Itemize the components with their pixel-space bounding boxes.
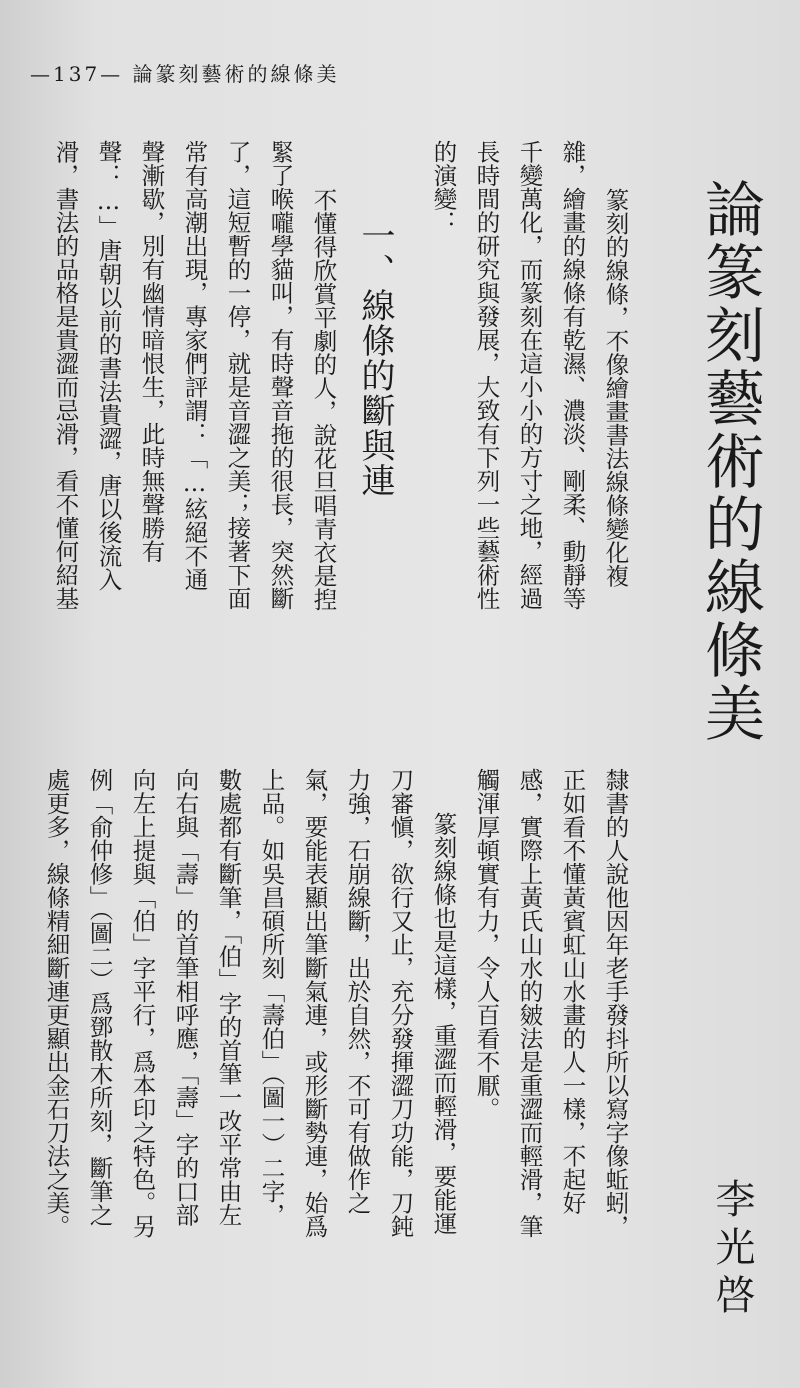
text-column: 緊了喉嚨學貓叫，有時聲音拖的很長，突然斷 <box>266 140 295 610</box>
text-column: 聲：…」唐朝以前的書法貴澀，唐以後流入 <box>94 140 123 591</box>
article-title: 論篆刻藝術的線條美 <box>695 178 765 745</box>
text-column: 了，這短暫的一停，就是音澀之美；接著下面 <box>223 140 252 610</box>
text-column: 上品。如吳昌碩所刻「壽伯」（圖一）二字， <box>257 768 286 1227</box>
text-column: 向右與「壽」的首筆相呼應，「壽」字的口部 <box>171 768 200 1227</box>
text-column: 處更多，線條精細斷連更顯出金石刀法之美。 <box>42 768 71 1238</box>
text-column: 聲漸歇，別有幽情暗恨生，此時無聲勝有 <box>137 140 166 563</box>
running-head: —137— 論篆刻藝術的線條美 <box>30 62 340 86</box>
text-column: 常有高潮出現，專家們評謂：「…絃絕不通 <box>180 140 209 591</box>
text-column: 雜，繪畫的線條有乾濕、濃淡、剛柔、動靜等 <box>558 140 587 610</box>
text-column: 篆刻線條也是這樣，重澀而輕滑，要能運 <box>429 812 458 1235</box>
section-heading: 一、線條的斷與連 <box>355 218 395 498</box>
text-column: 向左上提與「伯」字平行，爲本印之特色。另 <box>128 768 157 1238</box>
text-column: 力強，石崩線斷，出於自然，不可有做作之 <box>343 768 372 1215</box>
text-column: 的演變： <box>429 140 458 234</box>
text-column: 觸渾厚頓實有力，令人百看不厭。 <box>472 768 501 1121</box>
text-column: 正如看不懂黃賓虹山水畫的人一樣，不起好 <box>558 768 587 1215</box>
text-column: 長時間的研究與發展，大致有下列一些藝術性 <box>472 140 501 610</box>
author-name: 李光啓 <box>709 1178 755 1322</box>
text-column: 例「俞仲修」（圖二）爲鄧散木所刻，斷筆之 <box>85 768 114 1227</box>
text-column: 氣，要能表顯出筆斷氣連，或形斷勢連，始爲 <box>300 768 329 1238</box>
text-column: 數處都有斷筆，「伯」字的首筆一改平常由左 <box>214 768 243 1227</box>
text-column: 千變萬化，而篆刻在這小小的方寸之地，經過 <box>515 140 544 610</box>
text-column: 刀審愼，欲行又止，充分發揮澀刀功能，刀鈍 <box>386 768 415 1238</box>
text-column: 隸書的人說他因年老手發抖所以寫字像蚯蚓， <box>601 768 630 1238</box>
text-column: 篆刻的線條，不像繪畫書法線條變化複 <box>601 188 630 588</box>
text-column: 不懂得欣賞平劇的人，說花旦唱青衣是揑 <box>309 188 338 611</box>
text-column: 滑，書法的品格是貴澀而忌滑，看不懂何紹基 <box>51 140 80 610</box>
text-column: 感，實際上黃氏山水的皴法是重澀而輕滑，筆 <box>515 768 544 1238</box>
